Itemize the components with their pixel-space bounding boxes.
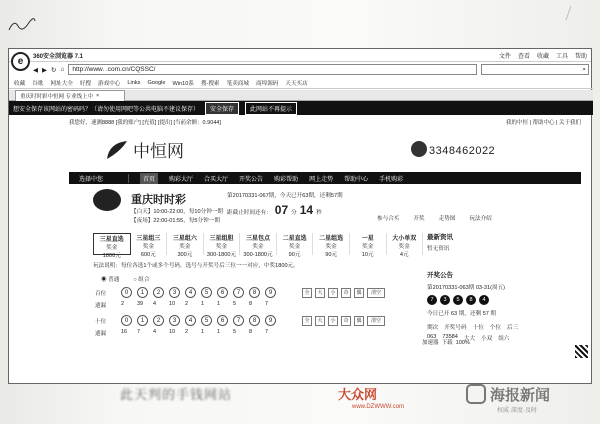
digit-ball[interactable]: 6 — [217, 287, 228, 298]
digit-ball[interactable]: 1 — [137, 315, 148, 326]
digit-ball[interactable]: 2 — [153, 315, 164, 326]
draw-ball: 8 — [466, 295, 476, 305]
draw-title: 开奖公告 — [427, 272, 453, 279]
bookmark-item[interactable]: Links — [127, 79, 141, 86]
select-all-button[interactable]: 全 — [302, 316, 312, 326]
row-label: 十位 — [95, 318, 107, 325]
bookmark-item[interactable]: 笔卖商城 — [226, 80, 249, 87]
account-strip — [69, 117, 581, 127]
haibao-logo-icon — [466, 384, 486, 404]
close-icon[interactable]: × — [96, 93, 100, 99]
draw-table-row: 063 73584 大大 小双 组六 — [427, 334, 510, 342]
menu-help[interactable]: 帮助 — [574, 53, 587, 60]
link-group-buy[interactable]: 参与合买 — [377, 216, 400, 222]
watermark-haibao-slogan: 权威·深度·及时 — [497, 408, 537, 414]
menu-bar — [499, 51, 587, 60]
issue-info: 第20170331-067期，今天已开63期，还剩57期 — [227, 193, 343, 199]
bookmark-item[interactable]: 天天买店 — [285, 80, 308, 87]
play-tab[interactable]: 三星直选 奖金 1800元 — [93, 233, 131, 255]
menu-view[interactable]: 查看 — [517, 53, 530, 60]
url-input[interactable]: http://www. .com.cn/CQSSC/ — [68, 64, 477, 75]
countdown-seconds-unit: 秒 — [316, 210, 322, 216]
clear-button[interactable]: 清空 — [367, 288, 385, 298]
blurred-caption: 此天判的手钱网站 — [120, 387, 233, 402]
select-small-button[interactable]: 小 — [328, 288, 338, 298]
draw-numbers — [427, 295, 567, 305]
night-schedule: 【夜场】22:00-01:55，每5分钟一期 — [131, 218, 220, 224]
lottery-links — [377, 214, 492, 222]
digit-ball[interactable]: 9 — [265, 287, 276, 298]
select-big-button[interactable]: 大 — [315, 288, 325, 298]
sidebar — [427, 232, 567, 342]
browser-title: 360安全浏览器 7.1 — [33, 53, 84, 60]
top-links[interactable]: 我的中恒 | 帮助中心 | 关于我们 — [506, 120, 581, 126]
refresh-icon[interactable]: ↻ — [51, 66, 57, 74]
page-content — [9, 115, 593, 385]
search-input[interactable] — [481, 64, 589, 75]
menu-file[interactable]: 文件 — [498, 53, 511, 60]
digit-ball[interactable]: 6 — [217, 315, 228, 326]
nav-help-center[interactable]: 帮助中心 — [344, 176, 369, 183]
play-tab[interactable]: 三星包点 奖金 300-1800元 — [240, 233, 277, 255]
draw-issue: 第20170331-063期 03-31(周五) — [427, 285, 506, 291]
password-prompt: 想安全保存该网站的密码吗？（请勿使用网吧等公共电脑不建议保存） — [13, 106, 200, 113]
status-bar — [422, 338, 470, 346]
digit-ball[interactable]: 9 — [265, 315, 276, 326]
title-bar — [9, 49, 591, 62]
digit-row-tens — [95, 315, 385, 326]
mode-combo-radio[interactable]: ○ 组合 — [133, 277, 150, 283]
bookmark-item[interactable]: 好搜 — [79, 80, 91, 87]
digit-ball[interactable]: 5 — [201, 287, 212, 298]
nav-buy-hall[interactable]: 购彩大厅 — [169, 176, 194, 183]
miss-row-tens: 遗漏 16 7 4 10 2 1 1 5 8 7 — [95, 329, 269, 337]
news-title: 最新资讯 — [427, 234, 453, 241]
downloads-button[interactable]: 下载 — [441, 340, 453, 346]
zoom-level[interactable]: 100% — [455, 340, 470, 346]
digit-ball[interactable]: 5 — [201, 315, 212, 326]
nav-trend[interactable]: 网上走势 — [309, 176, 334, 183]
draw-ball: 3 — [440, 295, 450, 305]
site-logo-text: 中恒网 — [133, 142, 184, 161]
menu-tools[interactable]: 工具 — [555, 53, 568, 60]
play-tab[interactable]: 一星 奖金 10元 — [350, 233, 387, 255]
play-tab[interactable]: 二星组选 奖金 90元 — [313, 233, 350, 255]
tab-strip — [9, 90, 593, 101]
digit-ball[interactable]: 3 — [169, 315, 180, 326]
lottery-name: 重庆时时彩 — [131, 194, 186, 206]
countdown-label: 距截止时间还有： — [227, 210, 272, 216]
digit-ball[interactable]: 0 — [121, 287, 132, 298]
main-nav — [69, 172, 581, 184]
digit-ball[interactable]: 8 — [249, 287, 260, 298]
digit-ball[interactable]: 8 — [249, 315, 260, 326]
draw-table-head: 期次 开奖号码 十位 个位 后三 — [427, 325, 519, 331]
watermark-dazhong: 大众网 — [338, 387, 378, 402]
tab-active[interactable] — [15, 90, 125, 101]
play-type-tabs — [93, 233, 423, 259]
select-even-button[interactable]: 偶 — [354, 316, 364, 326]
day-schedule: 【白天】10:00-22:00，每10分钟一期 — [131, 209, 224, 215]
nav-mobile[interactable]: 手机购彩 — [379, 176, 404, 183]
play-tab[interactable]: 三星组六 奖金 300元 — [167, 233, 204, 255]
mode-radios — [101, 275, 150, 283]
miss-row-hundreds: 遗漏 2 39 4 10 2 1 1 5 8 7 — [95, 301, 269, 309]
bookmark-item[interactable]: Google — [147, 79, 166, 86]
digit-ball[interactable]: 4 — [185, 287, 196, 298]
lottery-select[interactable]: 选择中您 — [69, 174, 129, 183]
pen-scribble — [8, 18, 36, 32]
watermark-haibao: 海报新闻 — [490, 387, 551, 404]
countdown-seconds: 14 — [299, 203, 314, 217]
draw-ball: 5 — [453, 295, 463, 305]
countdown-minutes: 07 — [274, 203, 289, 217]
miss-label: 遗漏 — [95, 303, 107, 309]
menu-favorites[interactable]: 收藏 — [536, 53, 549, 60]
select-odd-button[interactable]: 奇 — [341, 288, 351, 298]
nav-home[interactable]: 首页 — [140, 173, 158, 184]
welcome-text: 我您好，速测8888 [我的账户] [充值] [提出] [当前余额：0.9044] — [69, 120, 221, 126]
bookmark-item[interactable]: 谷歌 — [32, 80, 44, 87]
service-avatar-icon — [411, 141, 427, 157]
bookmark-item[interactable]: 网址大全 — [50, 80, 73, 87]
mode-normal-radio[interactable]: ◉ 普通 — [101, 277, 120, 283]
digit-ball[interactable]: 1 — [137, 287, 148, 298]
news-item: 暂无资讯 — [427, 246, 450, 252]
forward-icon[interactable]: ▶ — [42, 66, 47, 74]
bookmark-item[interactable]: 游戏中心 — [98, 80, 121, 87]
countdown-minutes-unit: 分 — [291, 210, 297, 216]
qr-code-icon[interactable] — [575, 345, 588, 358]
never-save-button[interactable]: 此网站不再提示 — [245, 102, 297, 115]
draw-ball: 7 — [427, 295, 437, 305]
browser-window — [8, 48, 592, 384]
back-icon[interactable]: ◀ — [33, 66, 38, 74]
play-tab[interactable]: 三星组三 奖金 600元 — [131, 233, 168, 255]
save-password-button[interactable]: 安全保存 — [205, 102, 239, 115]
accelerator-button[interactable]: 加速器 — [422, 340, 439, 346]
select-odd-button[interactable]: 奇 — [341, 316, 351, 326]
hotline-number: 3348462022 — [429, 145, 496, 157]
select-even-button[interactable]: 偶 — [354, 288, 364, 298]
row-label: 百位 — [95, 290, 107, 297]
home-icon[interactable]: ⌂ — [60, 66, 65, 73]
select-all-button[interactable]: 全 — [302, 288, 312, 298]
digit-ball[interactable]: 2 — [153, 287, 164, 298]
select-big-button[interactable]: 大 — [315, 316, 325, 326]
link-results[interactable]: 开奖 — [413, 216, 425, 222]
digit-ball[interactable]: 7 — [233, 287, 244, 298]
tab-title: 重庆时时彩中恒网 专业线上中 — [20, 94, 94, 100]
play-description: 玩法说明：每位各选1个或多个号码，选号与开奖号后三位一一对应，中奖1800元。 — [93, 263, 299, 269]
lottery-logo-icon — [93, 189, 121, 211]
nav-results[interactable]: 开奖公告 — [239, 176, 264, 183]
digit-row-hundreds — [95, 287, 385, 298]
draw-summary: 今日已开 63 期，还剩 57 期 — [427, 311, 497, 317]
digit-ball[interactable]: 7 — [233, 315, 244, 326]
bookmark-item[interactable]: 商埠源码 — [256, 80, 279, 87]
browser-logo-icon: e — [11, 52, 30, 71]
draw-ball: 4 — [479, 295, 489, 305]
site-logo[interactable] — [105, 137, 184, 162]
bookmark-item[interactable]: 搜-搜索 — [200, 80, 220, 87]
play-tab[interactable]: 大小单双 奖金 4元 — [387, 233, 424, 255]
lottery-header — [93, 187, 493, 227]
digit-ball[interactable]: 4 — [185, 315, 196, 326]
link-rules[interactable]: 玩法介绍 — [469, 216, 492, 222]
countdown — [227, 203, 322, 217]
digit-ball[interactable]: 3 — [169, 287, 180, 298]
address-bar — [33, 63, 589, 76]
link-trend[interactable]: 走势图 — [438, 216, 456, 222]
select-small-button[interactable]: 小 — [328, 316, 338, 326]
play-tab[interactable]: 二星直选 奖金 90元 — [277, 233, 314, 255]
leaf-icon — [105, 139, 129, 161]
search-icon[interactable]: ⌕ — [582, 65, 586, 73]
digit-ball[interactable]: 0 — [121, 315, 132, 326]
nav-group-buy[interactable]: 合买大厅 — [204, 176, 229, 183]
miss-label: 遗漏 — [95, 331, 107, 337]
password-save-bar — [9, 101, 593, 115]
play-tab[interactable]: 三星组胆 奖金 300-1800元 — [204, 233, 241, 255]
bookmarks-bar — [9, 77, 593, 89]
bookmark-item[interactable]: Win10系 — [172, 80, 194, 87]
watermark-dazhong-url: www.DZWWW.com — [352, 404, 404, 410]
nav-buy-help[interactable]: 购彩帮助 — [274, 176, 299, 183]
bookmark-item[interactable]: 收藏 — [14, 80, 26, 87]
clear-button[interactable]: 清空 — [367, 316, 385, 326]
